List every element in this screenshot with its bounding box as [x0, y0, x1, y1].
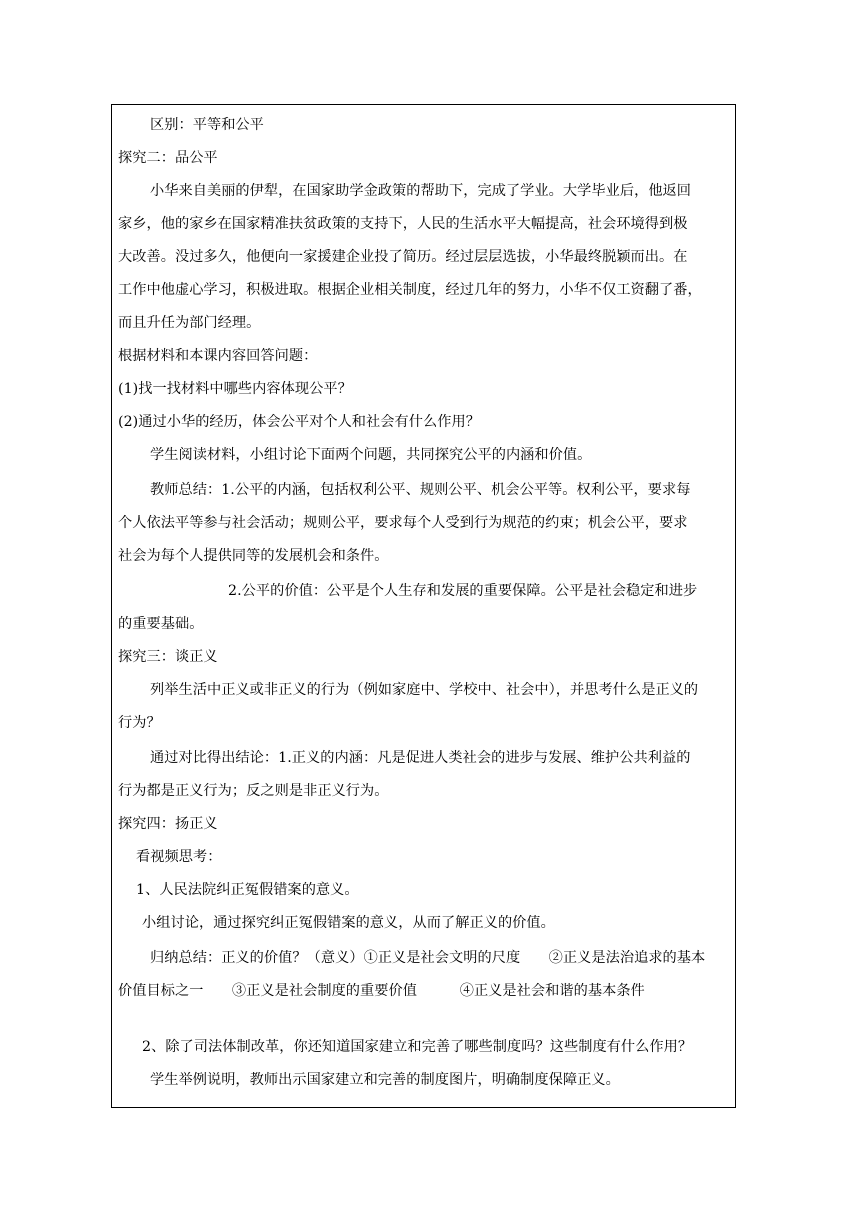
- text-line: 学生阅读材料，小组讨论下面两个问题，共同探究公平的内涵和价值。: [150, 447, 592, 463]
- text-line: 个人依法平等参与社会活动；规则公平，要求每个人受到行为规范的约束；机会公平，要求: [118, 515, 688, 531]
- text-line: 教师总结：1.公平的内涵，包括权利公平、规则公平、机会公平等。权利公平，要求每: [150, 482, 691, 498]
- section-heading: 探究二：品公平: [118, 150, 218, 166]
- text-line: 小组讨论，通过探究纠正冤假错案的意义，从而了解正义的价值。: [142, 915, 555, 931]
- text-line: 的重要基础。: [118, 616, 204, 632]
- text-line: 列举生活中正义或非正义的行为（例如家庭中、学校中、社会中），并思考什么是正义的: [150, 682, 699, 698]
- text-line: 根据材料和本课内容回答问题：: [118, 348, 318, 364]
- question-line: 2、除了司法体制改革，你还知道国家建立和完善了哪些制度吗？这些制度有什么作用？: [142, 1039, 693, 1055]
- text-line: 归纳总结：正义的价值？（意义）①正义是社会文明的尺度 ②正义是法治追求的基本: [150, 950, 706, 966]
- text-line: 工作中他虚心学习，积极进取。根据企业相关制度，经过几年的努力，小华不仅工资翻了番，: [118, 282, 702, 298]
- text-line: 2.公平的价值：公平是个人生存和发展的重要保障。公平是社会稳定和进步: [228, 583, 698, 599]
- text-line: 区别：平等和公平: [150, 117, 264, 133]
- question-line: (2)通过小华的经历，体会公平对个人和社会有什么作用？: [118, 414, 480, 430]
- text-line: 看视频思考：: [136, 849, 222, 865]
- question-line: 1、人民法院纠正冤假错案的意义。: [136, 882, 359, 898]
- document-frame: [111, 104, 736, 1108]
- text-line: 行为都是正义行为；反之则是非正义行为。: [118, 783, 389, 799]
- text-line: 小华来自美丽的伊犁，在国家助学金政策的帮助下，完成了学业。大学毕业后，他返回: [150, 183, 692, 199]
- text-line: 社会为每个人提供同等的发展机会和条件。: [118, 548, 389, 564]
- text-line: 大改善。没过多久，他便向一家援建企业投了简历。经过层层选拔，小华最终脱颖而出。在: [118, 249, 688, 265]
- text-line: 而且升任为部门经理。: [118, 315, 261, 331]
- question-line: (1)找一找材料中哪些内容体现公平？: [118, 381, 352, 397]
- section-heading: 探究三：谈正义: [118, 649, 218, 665]
- text-line: 通过对比得出结论：1.正义的内涵：凡是促进人类社会的进步与发展、维护公共利益的: [150, 750, 691, 766]
- text-line: 家乡，他的家乡在国家精准扶贫政策的支持下，人民的生活水平大幅提高，社会环境得到极: [118, 216, 688, 232]
- text-line: 行为？: [118, 715, 161, 731]
- text-line: 价值目标之一 ③正义是社会制度的重要价值 ④正义是社会和谐的基本条件: [118, 983, 645, 999]
- text-line: 学生举例说明，教师出示国家建立和完善的制度图片，明确制度保障正义。: [150, 1072, 620, 1088]
- section-heading: 探究四：扬正义: [118, 816, 218, 832]
